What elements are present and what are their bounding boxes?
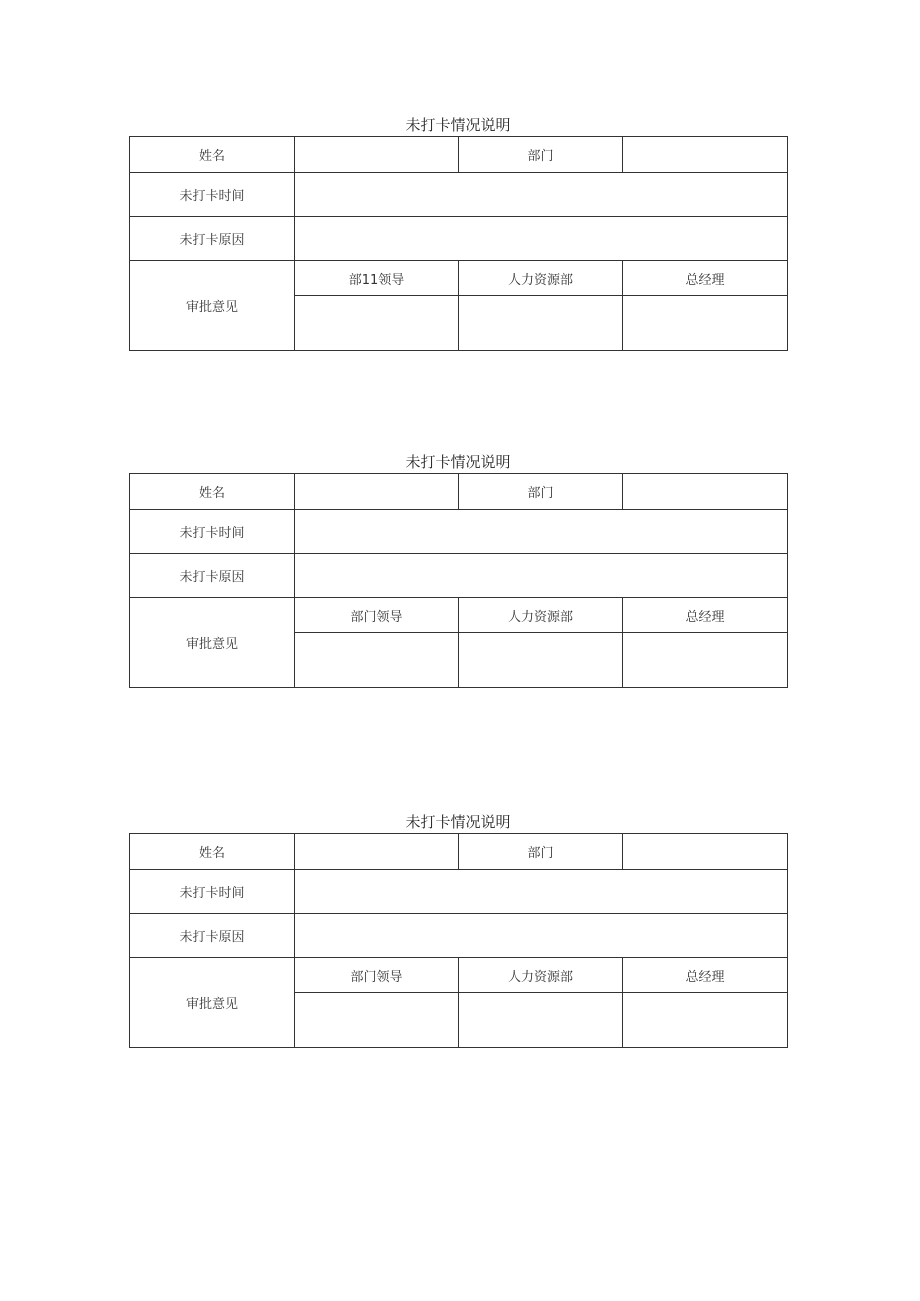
- approval-label: 审批意见: [130, 958, 295, 1048]
- name-label: 姓名: [130, 137, 295, 173]
- department-label: 部门: [459, 137, 623, 173]
- department-field[interactable]: [623, 834, 788, 870]
- form-table: [129, 833, 788, 1048]
- missed-reason-label: 未打卡原因: [130, 217, 295, 261]
- general-manager-signature-field[interactable]: [623, 296, 788, 351]
- missed-time-label: 未打卡时间: [130, 510, 295, 554]
- dept-leader-signature-field[interactable]: [295, 296, 459, 351]
- dept-leader-header: 部门领导: [295, 598, 459, 633]
- missed-reason-field[interactable]: [295, 914, 788, 958]
- hr-signature-field[interactable]: [459, 993, 623, 1048]
- missed-time-label: 未打卡时间: [130, 870, 295, 914]
- name-field[interactable]: [295, 834, 459, 870]
- form-title: 未打卡情况说明: [405, 453, 511, 471]
- missed-time-field[interactable]: [295, 510, 788, 554]
- general-manager-header: 总经理: [623, 598, 788, 633]
- general-manager-header: 总经理: [623, 958, 788, 993]
- missed-reason-label: 未打卡原因: [130, 914, 295, 958]
- general-manager-signature-field[interactable]: [623, 993, 788, 1048]
- form-title: 未打卡情况说明: [405, 116, 511, 134]
- missed-time-field[interactable]: [295, 870, 788, 914]
- hr-signature-field[interactable]: [459, 633, 623, 688]
- missed-time-label: 未打卡时间: [130, 173, 295, 217]
- missed-reason-label: 未打卡原因: [130, 554, 295, 598]
- form-title: 未打卡情况说明: [405, 813, 511, 831]
- form-table: [129, 473, 788, 688]
- hr-header: 人力资源部: [459, 261, 623, 296]
- missed-punch-form-3: [129, 811, 787, 1048]
- name-label: 姓名: [130, 834, 295, 870]
- missed-reason-field[interactable]: [295, 217, 788, 261]
- name-label: 姓名: [130, 474, 295, 510]
- department-field[interactable]: [623, 474, 788, 510]
- department-label: 部门: [459, 474, 623, 510]
- department-label: 部门: [459, 834, 623, 870]
- dept-leader-signature-field[interactable]: [295, 633, 459, 688]
- dept-leader-header: 部门领导: [295, 958, 459, 993]
- dept-leader-signature-field[interactable]: [295, 993, 459, 1048]
- missed-time-field[interactable]: [295, 173, 788, 217]
- missed-punch-form-1: [129, 114, 787, 351]
- name-field[interactable]: [295, 474, 459, 510]
- hr-signature-field[interactable]: [459, 296, 623, 351]
- form-table: [129, 136, 788, 351]
- hr-header: 人力资源部: [459, 958, 623, 993]
- approval-label: 审批意见: [130, 261, 295, 351]
- missed-punch-form-2: [129, 451, 787, 688]
- missed-reason-field[interactable]: [295, 554, 788, 598]
- dept-leader-header: 部11领导: [295, 261, 459, 296]
- name-field[interactable]: [295, 137, 459, 173]
- general-manager-header: 总经理: [623, 261, 788, 296]
- approval-label: 审批意见: [130, 598, 295, 688]
- general-manager-signature-field[interactable]: [623, 633, 788, 688]
- hr-header: 人力资源部: [459, 598, 623, 633]
- department-field[interactable]: [623, 137, 788, 173]
